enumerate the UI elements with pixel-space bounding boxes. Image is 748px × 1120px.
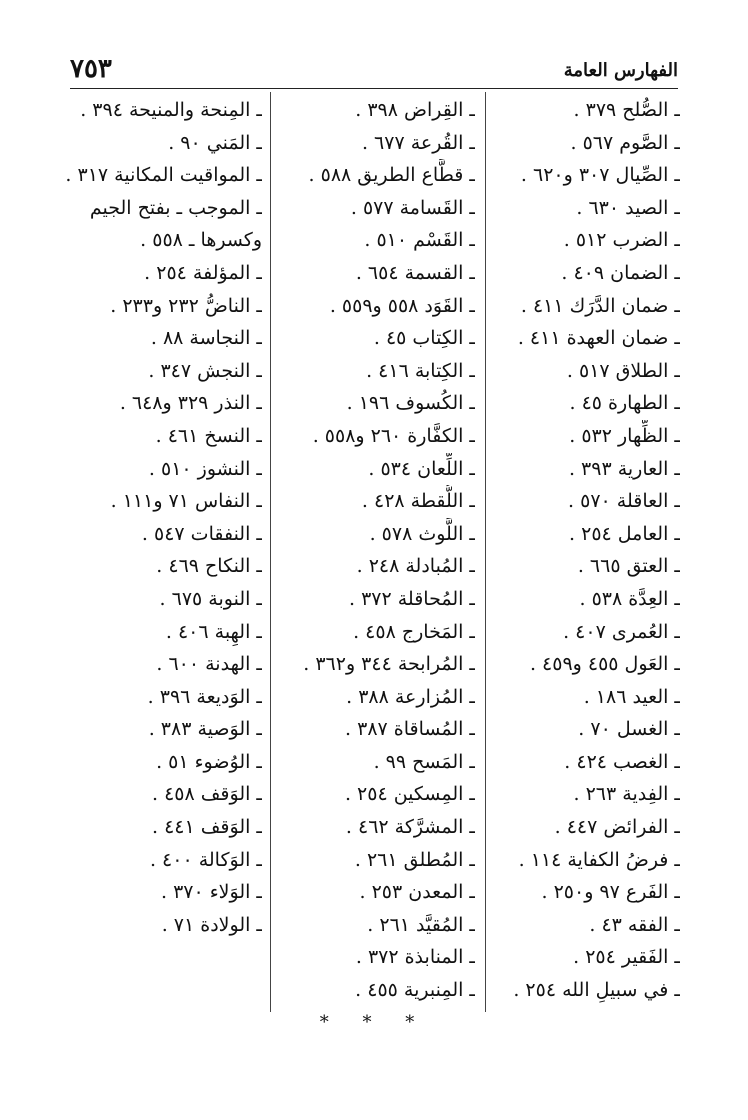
index-entry: ـ الضرب ٥١٢ . [563,229,680,252]
index-entry: ـ الهدنة ٦٠٠ . [156,653,262,676]
index-entry: ـ الغسل ٧٠ . [578,718,680,741]
index-entry: ـ الضمان ٤٠٩ . [561,261,680,284]
index-entry: ـ الوَلاء ٣٧٠ . [160,881,262,904]
index-entry: ـ القسمة ٦٥٤ . [355,261,475,284]
index-entry: ـ الصُّلح ٣٧٩ . [573,99,680,121]
running-title: الفهارس العامة [563,60,678,81]
index-entry: ـ اللِّعان ٥٣٤ . [368,457,475,480]
index-column-middle [283,94,475,1007]
index-entry: ـ العارية ٣٩٣ . [568,457,680,480]
index-entry: ـ العاقلة ٥٧٠ . [568,490,680,513]
index-entry: ـ الهِبة ٤٠٦ . [165,620,262,643]
index-entry: ـ المعدن ٢٥٣ . [359,881,475,904]
index-entry: ـ الفقه ٤٣ . [589,913,680,936]
index-entry: ـ في سبيلِ الله ٢٥٤ . [513,979,680,1002]
index-entry: ـ المشرَّكة ٤٦٢ . [345,816,475,839]
index-entry: ـ الفَقير ٢٥٤ . [573,946,680,969]
index-entry: ـ الكِتابة ٤١٦ . [366,359,475,382]
index-entry: ـ القُرعة ٦٧٧ . [361,131,475,154]
index-entry: ـ القِراض ٣٩٨ . [355,99,475,121]
index-entry: ـ النفاس ٧١ و١١١ . [110,490,262,513]
index-entry: وكسرها ـ ٥٥٨ . [140,229,262,252]
index-entry: ـ المَسح ٩٩ . [373,750,475,773]
index-entry: ـ النوبة ٦٧٥ . [159,587,262,610]
index-entry: ـ المِسكين ٢٥٤ . [344,783,475,806]
index-entry: ـ الفرائض ٤٤٧ . [554,816,680,839]
index-entry: ـ المَخارج ٤٥٨ . [353,620,475,643]
index-entry: ـ الوَكالة ٤٠٠ . [149,848,262,871]
index-entry: ـ الفَرع ٩٧ و٢٥٠ . [541,881,680,904]
index-entry: ـ ضمان الدَّرَك ٤١١ . [520,294,680,317]
index-entry: ـ اللَّوث ٥٧٨ . [369,522,475,545]
index-entry: ـ الغصب ٤٢٤ . [564,750,680,773]
index-entry: ـ المُزارعة ٣٨٨ . [346,685,475,708]
index-entry: ـ الطهارة ٤٥ . [569,392,680,415]
index-entry: ـ الوَصية ٣٨٣ . [148,718,262,741]
index-entry: ـ الوَقف ٤٥٨ . [152,783,262,806]
index-entry: ـ النسخ ٤٦١ . [155,424,262,447]
index-entry: ـ الصَّوم ٥٦٧ . [570,131,680,154]
index-entry: ـ الناضُّ ٢٣٢ و٢٣٣ . [110,294,262,317]
index-entry: ـ الولادة ٧١ . [161,913,262,936]
index-entry: ـ المَني ٩٠ . [168,131,262,154]
index-entry: ـ المُبادلة ٢٤٨ . [356,555,475,578]
index-entry: ـ المؤلفة ٢٥٤ . [144,261,262,284]
index-entry: ـ الكِتاب ٤٥ . [373,327,475,350]
index-entry: ـ المُطلق ٢٦١ . [354,848,475,871]
index-entry: ـ الكفَّارة ٢٦٠ و٥٥٨ . [312,424,475,447]
index-entry: ـ النشوز ٥١٠ . [148,457,262,480]
index-entry: ـ النفقات ٥٤٧ . [141,522,262,545]
index-entry: ـ القَوَد ٥٥٨ و٥٥٩ . [329,294,475,317]
index-entry: ـ قطَّاع الطريق ٥٨٨ . [308,164,475,187]
index-entry: ـ القَسْم ٥١٠ . [364,229,475,252]
index-column-left [60,94,262,941]
index-entry: ـ الفِدية ٢٦٣ . [573,783,680,806]
index-entry: ـ المواقيت المكانية ٣١٧ . [65,164,262,187]
index-entry: ـ النكاح ٤٦٩ . [156,555,262,578]
index-entry: ـ المنابذة ٣٧٢ . [355,946,475,969]
index-entry: ـ القَسامة ٥٧٧ . [350,196,475,219]
index-entry: ـ الوَقف ٤٤١ . [152,816,262,839]
index-entry: ـ المُقيَّد ٢٦١ . [367,913,475,936]
page-header [70,50,678,90]
index-entry: ـ العتق ٦٦٥ . [577,555,680,578]
index-entry: ـ الظِّهار ٥٣٢ . [569,424,680,447]
index-entry: ـ المِنحة والمنيحة ٣٩٤ . [80,99,262,121]
index-entry: ـ اللُّقطة ٤٢٨ . [361,490,475,513]
index-entry: ـ العُمرى ٤٠٧ . [563,620,680,643]
header-rule [70,88,678,89]
page-number: ٧٥٣ [70,54,112,84]
index-entry: ـ النذر ٣٢٩ و٦٤٨ . [119,392,262,415]
index-entry: ـ الوَديعة ٣٩٦ . [147,685,262,708]
column-divider-left [270,92,271,1012]
index-column-right [498,94,680,1007]
index-entry: ـ الصيد ٦٣٠ . [576,196,680,219]
index-entry: ـ النجاسة ٨٨ . [150,327,262,350]
index-entry: ـ المِنبرية ٤٥٥ . [355,979,475,1002]
index-entry: ـ الكُسوف ١٩٦ . [346,392,475,415]
index-entry: ـ الموجب ـ بفتح الجيم [89,196,262,219]
index-entry: ـ العِدَّة ٥٣٨ . [579,587,680,610]
index-entry: ـ فرضُ الكفاية ١١٤ . [518,848,680,871]
index-entry: ـ العَول ٤٥٥ و٤٥٩ . [529,653,680,676]
column-divider-right [485,92,486,1012]
index-entry: ـ الصِّيال ٣٠٧ و٦٢٠ . [520,164,680,187]
end-ornament: * * * [319,1012,429,1033]
index-entry: ـ المُحاقلة ٣٧٢ . [348,587,475,610]
index-entry: ـ النجش ٣٤٧ . [148,359,262,382]
index-entry: ـ العامل ٢٥٤ . [569,522,680,545]
index-entry: ـ المُساقاة ٣٨٧ . [345,718,475,741]
index-entry: ـ الوُضوء ٥١ . [156,750,262,773]
index-entry: ـ العيد ١٨٦ . [583,685,680,708]
index-entry: ـ ضمان العهدة ٤١١ . [517,327,680,350]
index-entry: ـ المُرابحة ٣٤٤ و٣٦٢ . [303,653,475,676]
index-entry: ـ الطلاق ٥١٧ . [566,359,680,382]
